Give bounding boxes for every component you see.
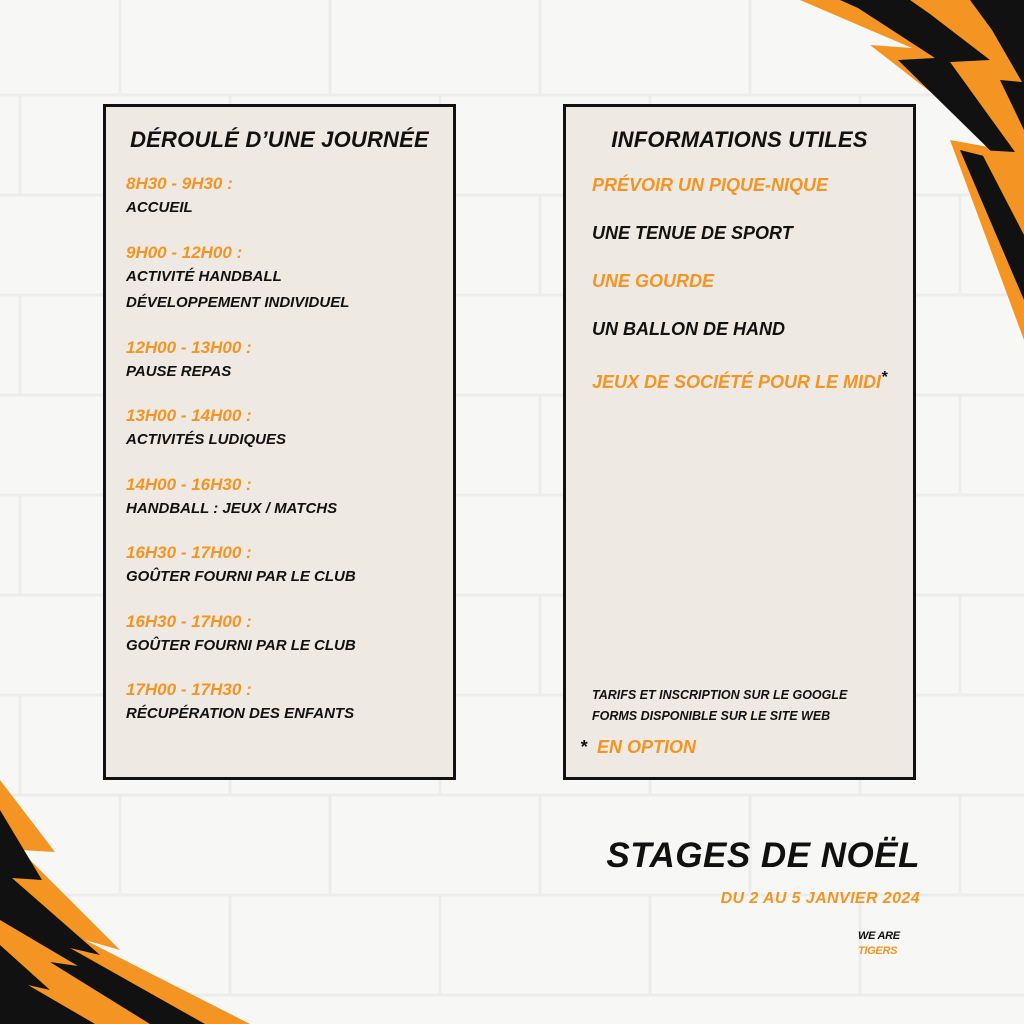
tigers-logo — [858, 929, 918, 967]
schedule-item — [126, 405, 356, 474]
schedule-activity: GOÛTER FOURNI PAR LE CLUB — [126, 568, 356, 585]
schedule-item — [126, 337, 356, 406]
tarifs-note — [592, 685, 902, 727]
schedule-activity: ACCUEIL — [126, 199, 193, 216]
info-item-optional — [592, 363, 892, 397]
schedule-item — [126, 242, 356, 337]
logo-line: WE ARE — [858, 930, 900, 942]
schedule-activity: PAUSE REPAS — [126, 362, 232, 380]
schedule-item — [126, 542, 356, 611]
schedule-item — [126, 611, 356, 680]
schedule-item — [126, 173, 356, 242]
schedule-time: 14H00 - 16H30 : — [126, 474, 252, 494]
schedule-time: 17H00 - 17H30 : — [126, 680, 252, 699]
info-item: UNE TENUE DE SPORT — [592, 223, 793, 243]
schedule-list — [126, 173, 356, 748]
tarifs-line: FORMS DISPONIBLE SUR LE SITE WEB — [592, 709, 831, 723]
schedule-activity: GOÛTER FOURNI PAR LE CLUB — [126, 636, 356, 654]
schedule-item — [126, 474, 356, 543]
tarifs-line: TARIFS ET INSCRIPTION SUR LE GOOGLE — [592, 688, 848, 702]
schedule-time: 9H00 - 12H00 : — [126, 242, 243, 262]
schedule-time: 13H00 - 14H00 : — [126, 406, 252, 425]
info-title: INFORMATIONS UTILES — [611, 127, 868, 152]
schedule-activity: RÉCUPÉRATION DES ENFANTS — [126, 705, 355, 722]
info-panel — [563, 104, 916, 780]
info-item: PRÉVOIR UN PIQUE-NIQUE — [592, 175, 829, 195]
schedule-activity: ACTIVITÉ HANDBALL — [126, 267, 282, 285]
schedule-item — [126, 679, 356, 748]
schedule-time: 16H30 - 17H00 : — [126, 611, 252, 631]
schedule-time: 8H30 - 9H30 : — [126, 174, 233, 193]
schedule-panel — [103, 104, 456, 780]
option-text: EN OPTION — [597, 737, 697, 757]
schedule-title: DÉROULÉ D’UNE JOURNÉE — [130, 127, 429, 152]
schedule-activity: ACTIVITÉS LUDIQUES — [126, 431, 287, 448]
info-item: UNE GOURDE — [592, 271, 715, 291]
option-marker: * — [580, 737, 588, 757]
logo-line: TIGERS — [858, 945, 898, 957]
schedule-time: 12H00 - 13H00 : — [126, 337, 252, 357]
schedule-activity: HANDBALL : JEUX / MATCHS — [126, 499, 338, 517]
event-title: STAGES DE NOËL — [606, 836, 920, 875]
info-item: UN BALLON DE HAND — [592, 319, 785, 339]
event-dates: DU 2 AU 5 JANVIER 2024 — [720, 890, 920, 907]
schedule-activity: DÉVELOPPEMENT INDIVIDUEL — [126, 293, 350, 311]
info-list — [592, 171, 892, 416]
footnote-marker: * — [881, 369, 888, 386]
info-item-text: JEUX DE SOCIÉTÉ POUR LE MIDI — [592, 372, 882, 392]
bottom-left-lightning-decoration — [0, 780, 250, 1024]
schedule-time: 16H30 - 17H00 : — [126, 543, 252, 562]
option-note — [580, 737, 696, 758]
